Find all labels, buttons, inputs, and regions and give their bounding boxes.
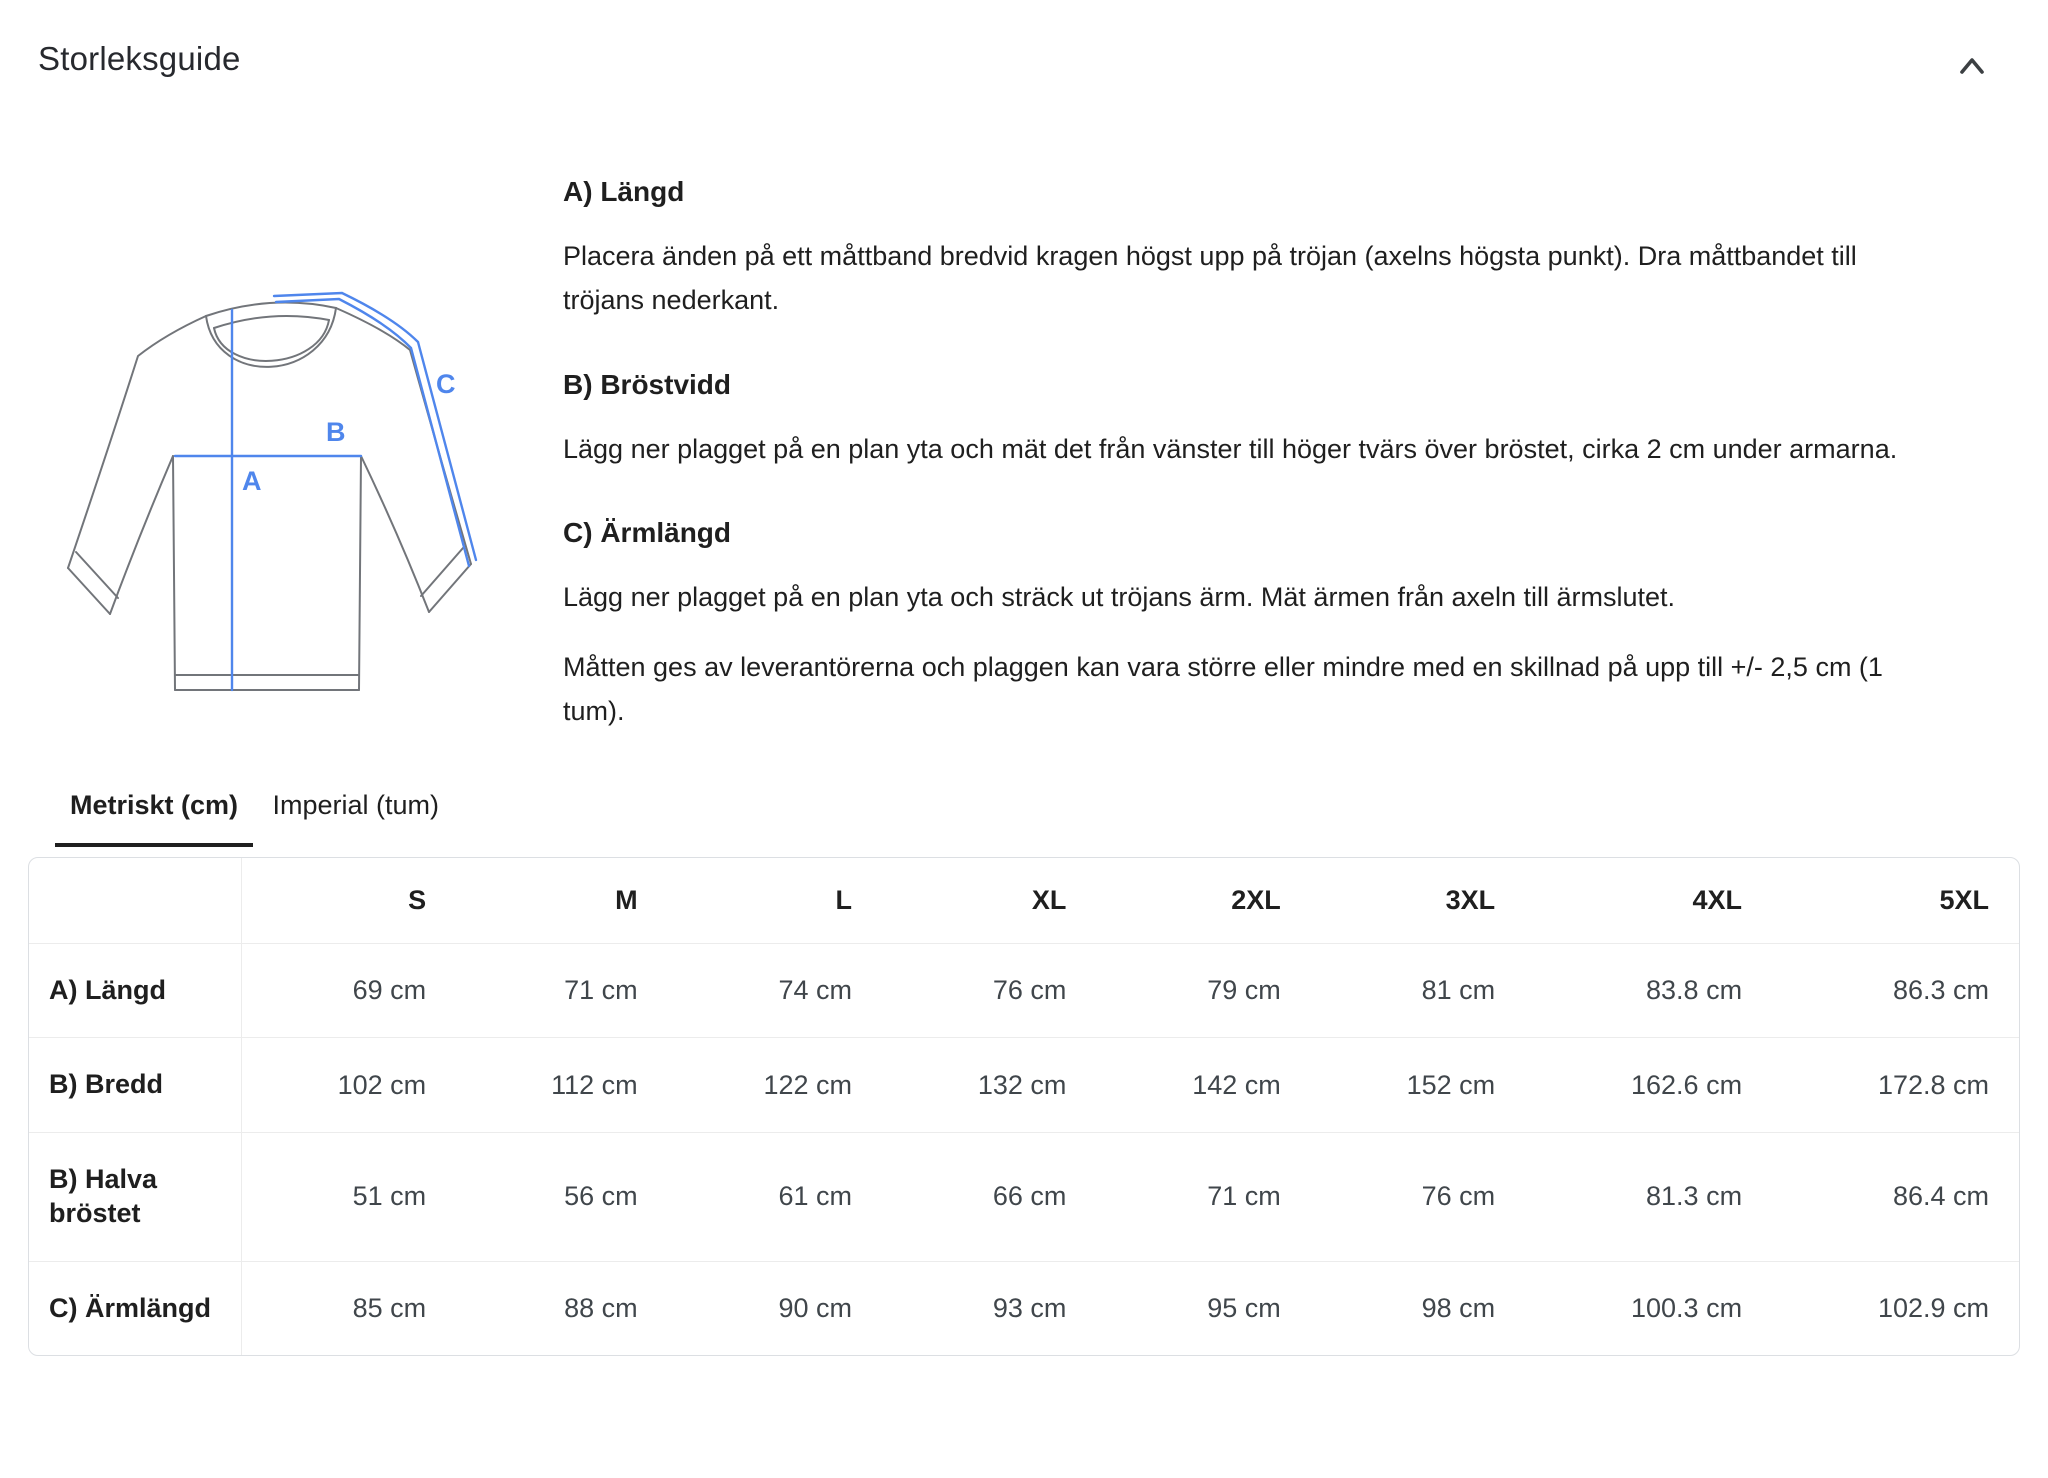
measurement-value-cell: 98 cm	[1311, 1261, 1525, 1355]
size-column-header: S	[408, 884, 427, 915]
diagram-label-b: B	[326, 417, 346, 447]
measurement-value-cell: 81.3 cm	[1525, 1133, 1772, 1262]
measurement-value-cell: 71 cm	[456, 943, 668, 1038]
measurement-value-cell: 81 cm	[1311, 943, 1525, 1038]
measurement-instructions	[563, 90, 1913, 734]
measurement-value-cell: 86.3 cm	[1772, 943, 2019, 1038]
sweater-diagram-illustration	[38, 238, 498, 703]
measurement-value-cell: 102 cm	[241, 1038, 456, 1133]
tab-metric-cm[interactable]: Metriskt (cm)	[55, 790, 253, 847]
measurement-value-cell: 172.8 cm	[1772, 1038, 2019, 1133]
chevron-up-icon	[1950, 46, 1994, 86]
measurement-guide-section	[0, 90, 2048, 734]
measurement-value-cell: 56 cm	[456, 1133, 668, 1262]
measurement-value-cell: 152 cm	[1311, 1038, 1525, 1133]
measurement-value-cell: 69 cm	[241, 943, 456, 1038]
table-row	[29, 943, 2019, 1038]
instruction-body-c: Lägg ner plagget på en plan yta och sträck ut tröjans ärm. Mät ärmen från axeln till ärmslutet.	[563, 581, 1676, 612]
instruction-body-a: Placera änden på ett måttband bredvid kragen högst upp på tröjan (axelns högsta punkt). Dra måttbandet till tröjans nederkant.	[563, 241, 1857, 316]
diagram-label-c: C	[436, 369, 456, 399]
tolerance-note: Måtten ges av leverantörerna och plaggen kan vara större eller mindre med en skillnad på upp till +/- 2,5 cm (1 tum).	[563, 652, 1883, 727]
size-column-header: 5XL	[1939, 884, 1989, 915]
size-table	[28, 857, 2020, 1357]
measurement-value-cell: 102.9 cm	[1772, 1261, 2019, 1355]
measure-line-c-inner	[276, 299, 469, 566]
table-row	[29, 1038, 2019, 1133]
measurement-value-cell: 85 cm	[241, 1261, 456, 1355]
collapse-section-button[interactable]	[1946, 42, 1998, 90]
measurement-value-cell: 100.3 cm	[1525, 1261, 1772, 1355]
size-column-header: M	[615, 884, 638, 915]
section-header	[0, 0, 2048, 90]
measurement-value-cell: 76 cm	[1311, 1133, 1525, 1262]
measurement-value-cell: 71 cm	[1096, 1133, 1310, 1262]
measurement-row-label: B) Bredd	[29, 1038, 241, 1133]
size-column-header: 4XL	[1692, 884, 1743, 915]
garment-measurement-diagram	[38, 90, 563, 734]
instruction-heading-a: A) Längd	[563, 176, 685, 207]
unit-tabs	[0, 790, 2048, 847]
measurement-value-cell: 61 cm	[668, 1133, 882, 1262]
instruction-heading-c: C) Ärmlängd	[563, 516, 731, 548]
measurement-value-cell: 88 cm	[456, 1261, 668, 1355]
instruction-body-b: Lägg ner plagget på en plan yta och mät det från vänster till höger tvärs över bröstet, cirka 2 cm under armarna.	[563, 433, 1898, 464]
measurement-row-label: B) Halva bröstet	[29, 1133, 241, 1262]
measurement-value-cell: 79 cm	[1096, 943, 1310, 1038]
size-column-header: 2XL	[1231, 884, 1281, 915]
size-column-header: XL	[1031, 884, 1067, 915]
diagram-label-a: A	[242, 466, 262, 496]
measurement-value-cell: 90 cm	[668, 1261, 882, 1355]
measure-line-c	[274, 293, 476, 560]
measurement-value-cell: 162.6 cm	[1525, 1038, 1772, 1133]
size-column-header: L	[835, 884, 852, 915]
measurement-value-cell: 74 cm	[668, 943, 882, 1038]
table-row	[29, 1261, 2019, 1355]
measurement-value-cell: 93 cm	[882, 1261, 1096, 1355]
measurement-value-cell: 86.4 cm	[1772, 1133, 2019, 1262]
measurement-value-cell: 95 cm	[1096, 1261, 1310, 1355]
measurement-value-cell: 66 cm	[882, 1133, 1096, 1262]
measurement-value-cell: 122 cm	[668, 1038, 882, 1133]
page-title: Storleksguide	[38, 40, 241, 77]
size-column-header: 3XL	[1445, 884, 1496, 915]
table-row	[29, 1133, 2019, 1262]
measurement-value-cell: 83.8 cm	[1525, 943, 1772, 1038]
measurement-value-cell: 142 cm	[1096, 1038, 1310, 1133]
size-table-header-row	[29, 858, 2019, 944]
measurement-row-label: A) Längd	[29, 943, 241, 1038]
tab-imperial-inches[interactable]: Imperial (tum)	[258, 790, 455, 847]
size-table-body	[29, 943, 2019, 1355]
corner-cell	[29, 858, 241, 944]
measurement-value-cell: 76 cm	[882, 943, 1096, 1038]
measurement-value-cell: 51 cm	[241, 1133, 456, 1262]
measurement-row-label: C) Ärmlängd	[29, 1261, 241, 1355]
measurement-value-cell: 112 cm	[456, 1038, 668, 1133]
instruction-heading-b: B) Bröstvidd	[563, 368, 731, 400]
measurement-value-cell: 132 cm	[882, 1038, 1096, 1133]
